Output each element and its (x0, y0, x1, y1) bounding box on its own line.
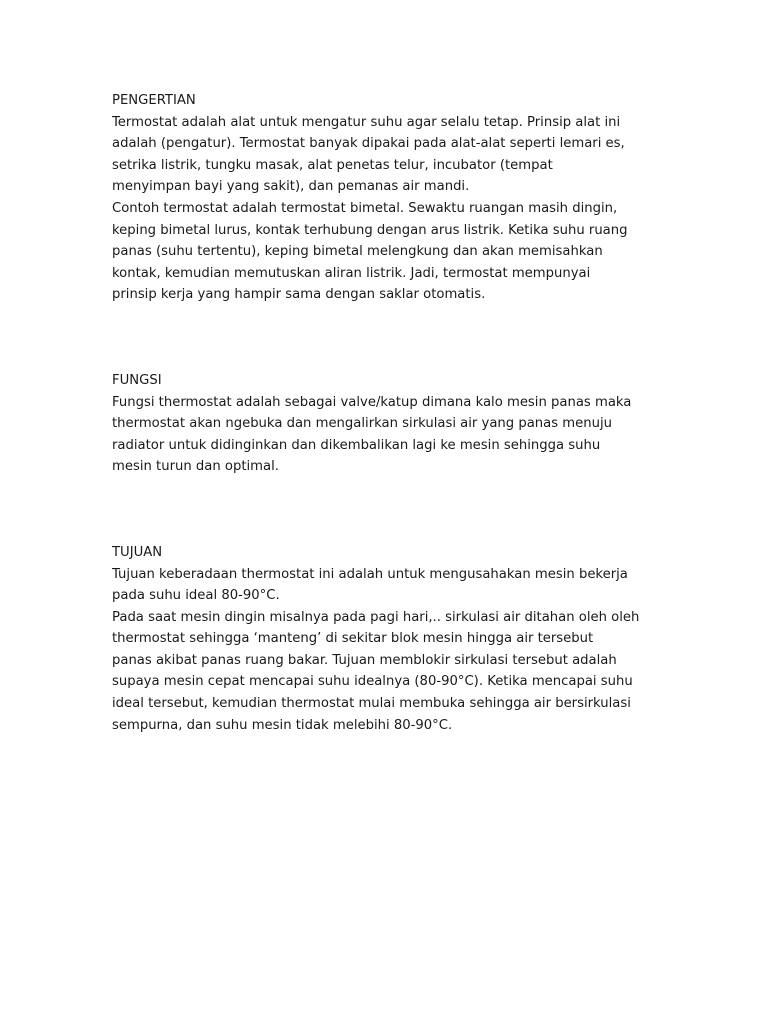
paragraph-line: adalah (pengatur). Termostat banyak dipakai pada alat-alat seperti lemari es, (112, 136, 625, 152)
paragraph-line: Fungsi thermostat adalah sebagai valve/katup dimana kalo mesin panas maka (112, 394, 632, 410)
paragraph-line: thermostat akan ngebuka dan mengalirkan sirkulasi air yang panas menuju (112, 416, 612, 432)
paragraph-line: pada suhu ideal 80-90°C. (112, 588, 280, 604)
paragraph-line: Termostat adalah alat untuk mengatur suhu agar selalu tetap. Prinsip alat ini (112, 114, 621, 130)
section-heading: FUNGSI (112, 372, 162, 388)
paragraph-line: panas akibat panas ruang bakar. Tujuan memblokir sirkulasi tersebut adalah (112, 652, 617, 668)
paragraph-line: menyimpan bayi yang sakit), dan pemanas air mandi. (112, 179, 470, 195)
section-heading: TUJUAN (112, 544, 163, 560)
section-pengertian (112, 90, 672, 306)
paragraph-line: thermostat sehingga ‘manteng’ di sekitar blok mesin hingga air tersebut (112, 631, 594, 647)
paragraph-line: Pada saat mesin dingin misalnya pada pagi hari,.. sirkulasi air ditahan oleh oleh (112, 609, 640, 625)
paragraph-line: mesin turun dan optimal. (112, 459, 279, 475)
section-spacer (112, 478, 672, 542)
paragraph-line: prinsip kerja yang hampir sama dengan saklar otomatis. (112, 287, 486, 303)
paragraph-line: setrika listrik, tungku masak, alat penetas telur, incubator (tempat (112, 157, 553, 173)
paragraph-line: sempurna, dan suhu mesin tidak melebihi 80-90°C. (112, 717, 453, 733)
section-fungsi (112, 370, 672, 478)
section-tujuan (112, 542, 672, 736)
paragraph-line: keping bimetal lurus, kontak terhubung dengan arus listrik. Ketika suhu ruang (112, 222, 628, 238)
paragraph-line: Contoh termostat adalah termostat bimetal. Sewaktu ruangan masih dingin, (112, 200, 618, 216)
paragraph-line: supaya mesin cepat mencapai suhu idealnya (80-90°C). Ketika mencapai suhu (112, 674, 633, 690)
paragraph-line: radiator untuk didinginkan dan dikembalikan lagi ke mesin sehingga suhu (112, 437, 601, 453)
paragraph-line: ideal tersebut, kemudian thermostat mulai membuka sehingga air bersirkulasi (112, 696, 631, 712)
section-heading: PENGERTIAN (112, 93, 196, 108)
paragraph-line: Tujuan keberadaan thermostat ini adalah untuk mengusahakan mesin bekerja (112, 566, 628, 582)
paragraph-line: panas (suhu tertentu), keping bimetal melengkung dan akan memisahkan (112, 244, 603, 260)
section-spacer (112, 306, 672, 370)
document-body (112, 90, 672, 736)
paragraph-line: kontak, kemudian memutuskan aliran listrik. Jadi, termostat mempunyai (112, 265, 591, 281)
